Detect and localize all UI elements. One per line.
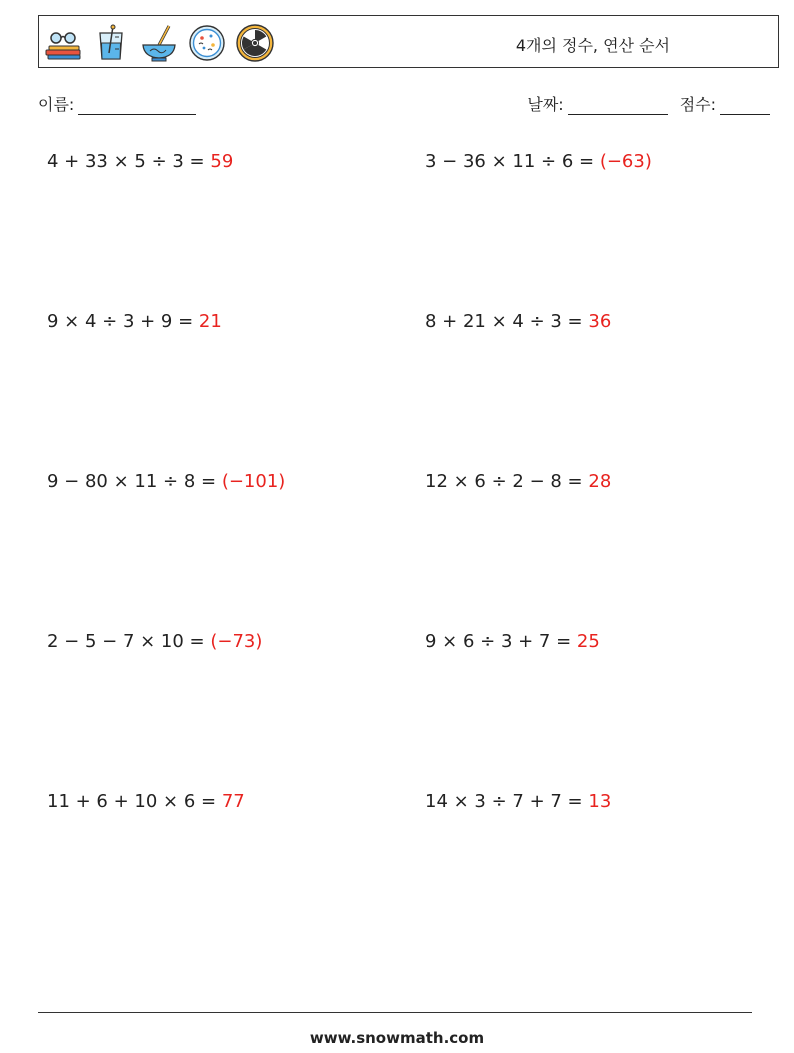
problem-answer: 25: [576, 631, 600, 652]
problem-answer: 36: [588, 311, 612, 332]
problem-expression: 9 − 80 × 11 ÷ 8 =: [47, 471, 222, 492]
problem-expression: 14 × 3 ÷ 7 + 7 =: [425, 791, 589, 812]
problem-answer: (−73): [210, 631, 263, 652]
problem-expression: 12 × 6 ÷ 2 − 8 =: [425, 471, 589, 492]
problem-expression: 4 + 33 × 5 ÷ 3 =: [47, 151, 211, 172]
books-glasses-icon: [43, 23, 83, 63]
problem-3: [47, 311, 222, 332]
problem-answer: 59: [210, 151, 234, 172]
date-label: 날짜:: [527, 95, 564, 114]
name-blank[interactable]: [78, 97, 196, 115]
problem-2: [425, 151, 652, 172]
problem-answer: 77: [221, 791, 245, 812]
header-box: [38, 15, 779, 68]
score-blank[interactable]: [720, 97, 770, 115]
problem-8: [425, 631, 600, 652]
problem-answer: 21: [198, 311, 222, 332]
icon-strip: [43, 22, 275, 64]
problem-expression: 9 × 6 ÷ 3 + 7 =: [425, 631, 577, 652]
problem-answer: 13: [588, 791, 612, 812]
beaker-icon: [91, 23, 131, 63]
name-field: [38, 92, 196, 115]
footer-url[interactable]: www.snowmath.com: [309, 1029, 485, 1047]
info-row: [38, 92, 770, 116]
mortar-pestle-icon: [139, 23, 179, 63]
problem-4: [425, 311, 611, 332]
name-label: 이름:: [38, 95, 75, 114]
worksheet-title: 4개의 정수, 연산 순서: [515, 36, 670, 55]
problem-9: [47, 791, 245, 812]
problem-answer: 28: [588, 471, 612, 492]
problem-10: [425, 791, 611, 812]
date-score-fields: [527, 92, 770, 115]
problem-1: [47, 151, 233, 172]
date-blank[interactable]: [568, 97, 668, 115]
problem-expression: 9 × 4 ÷ 3 + 9 =: [47, 311, 199, 332]
footer-divider: [38, 1012, 752, 1013]
problem-7: [47, 631, 262, 652]
score-label: 점수:: [679, 95, 716, 114]
problem-answer: (−63): [599, 151, 652, 172]
petri-dish-icon: [187, 23, 227, 63]
problem-answer: (−101): [221, 471, 286, 492]
problem-6: [425, 471, 611, 492]
problem-expression: 11 + 6 + 10 × 6 =: [47, 791, 222, 812]
problem-5: [47, 471, 285, 492]
radiation-icon: [235, 23, 275, 63]
problem-expression: 2 − 5 − 7 × 10 =: [47, 631, 211, 652]
problem-expression: 3 − 36 × 11 ÷ 6 =: [425, 151, 600, 172]
problem-expression: 8 + 21 × 4 ÷ 3 =: [425, 311, 589, 332]
